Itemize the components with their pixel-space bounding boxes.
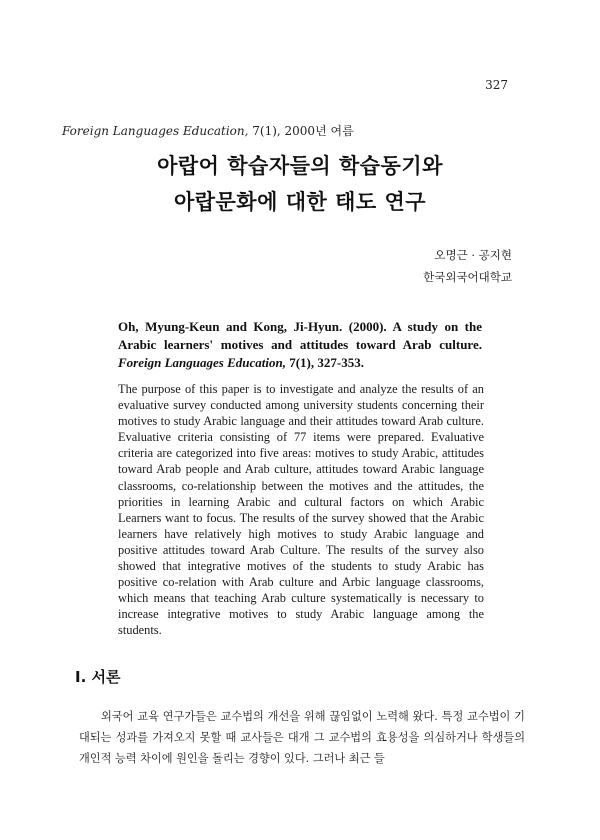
citation-authors-title: Oh, Myung-Keun and Kong, Ji-Hyun. (2000). A study on the Arabic learners' motives and attitudes toward Arab culture. [118, 319, 482, 352]
citation [118, 318, 482, 372]
section-body-text: 외국어 교육 연구가들은 교수법의 개선을 위해 끊임없이 노력해 왔다. 특정 교수법이 기대되는 성과를 가져오지 못할 때 교사들은 대개 그 교수법의 효용성을 의심하거나 학생들의 개인적 능력 차이에 원인을 돌리는 경향이 있다. 그러나 최근 들 [79, 710, 525, 765]
journal-header [62, 122, 354, 139]
paper-title [0, 148, 600, 220]
journal-issue: 7(1), 2000년 여름 [248, 124, 354, 138]
author-names: 오명근 · 공지현 [434, 248, 512, 262]
paper-title-line-1: 아랍어 학습자들의 학습동기와 [157, 153, 443, 178]
section-heading: Ⅰ. 서론 [75, 668, 121, 686]
paper-title-line-2: 아랍문화에 대한 태도 연구 [173, 189, 427, 214]
author-block [423, 244, 512, 288]
citation-journal: Foreign Languages Education, [118, 355, 286, 370]
citation-volume-pages: 7(1), 327-353. [285, 355, 364, 370]
author-affiliation: 한국외국어대학교 [423, 270, 512, 284]
journal-name: Foreign Languages Education, [62, 124, 249, 138]
abstract: The purpose of this paper is to investigate and analyze the results of an evaluative survey conducted among university students concerning their motives to study Arabic language and their attitudes toward Arab culture. Evaluative criteria consisting of 77 items were prepared. Evaluative criteria are categorized into five areas: motives to study Arabic, attitudes toward Arab people and Arab culture, attitudes toward Arabic language classrooms, co-relationship between the motives and the attitudes, the priorities in learning Arabic and cultural factors on which Arabic Learners want to focus. The results of the survey showed that the Arabic learners have relatively high motives to study Arabic language and positive attitudes toward Arab Culture. The results of the survey also showed that integrative motives of the students to study Arabic has positive co-relation with Arab culture and Arbic language classrooms, which means that teaching Arab culture systematically is necessary to increase integrative motives to study Arabic language among the students. [118, 382, 484, 638]
page-number: 327 [485, 78, 508, 92]
